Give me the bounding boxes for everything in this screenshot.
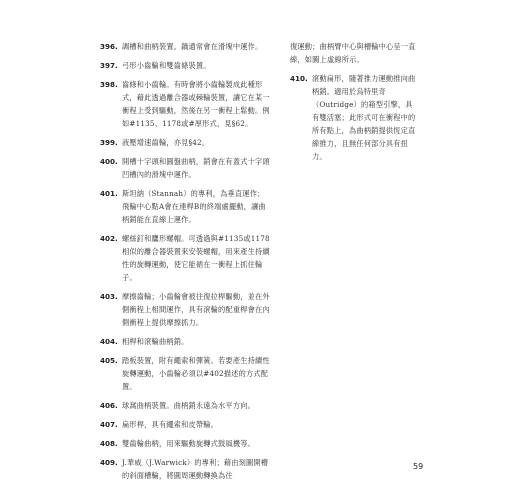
entry-401 xyxy=(100,187,270,226)
entry-number: 402. xyxy=(100,234,118,243)
entry-402 xyxy=(100,232,270,284)
entry-number: 398. xyxy=(100,80,118,89)
entry-text: 調槽和曲柄裝置。鍋通常會在滑塊中運作。 xyxy=(122,42,263,51)
entry-text: 摩擦齒輪；小齒輪會被往復拉桿驅動，並在外側衝程上相間運作，具有滾輪的配重桿會在內側衝程上提供摩擦抓力。 xyxy=(122,292,270,327)
entry-410 xyxy=(290,72,418,163)
entry-number: 409. xyxy=(100,458,118,467)
entry-text: 球窩曲柄裝置。曲柄銷永遠為水平方向。 xyxy=(122,401,255,410)
left-column xyxy=(100,40,270,488)
entry-text: 液壓增速齒輪，亦見§42。 xyxy=(122,138,210,147)
entry-399 xyxy=(100,136,270,149)
entry-408 xyxy=(100,437,270,450)
entry-number: 410. xyxy=(290,74,308,83)
entry-409-continuation xyxy=(290,40,418,66)
entry-text: 扁形桿，具有繩索和皮帶輪。 xyxy=(122,420,219,429)
entry-number: 406. xyxy=(100,401,118,410)
entry-409 xyxy=(100,456,270,482)
entry-text: 復運動；曲柄臂中心與槽輪中心呈一直線，如圖上虛線所示。 xyxy=(290,42,416,64)
entry-number: 405. xyxy=(100,356,118,365)
entry-number: 403. xyxy=(100,292,118,301)
entry-406 xyxy=(100,399,270,412)
entry-number: 407. xyxy=(100,420,118,429)
entry-text: J.華威（J.Warwick）的專利；藉由刻圖開槽的斜面槽輪，將圓周運動轉換為往 xyxy=(122,458,269,480)
entry-403 xyxy=(100,290,270,329)
entry-text: 開槽十字頭和圓盤曲柄，銷會在有蓋式十字頭凹槽內的滑塊中運作。 xyxy=(122,157,270,179)
entry-text: 踏板裝置，附有繩索和彈簧。若要產生持續性旋轉運動，小齒輪必須以#402描述的方式配置。 xyxy=(122,356,270,391)
entry-text: 螺絲釘和鷹形螺帽。可透過與#1135或1178相似的離合器裝置來安裝螺帽，用來產生持續性的旋轉運動，使它能循在一衝程上抓住輪子。 xyxy=(122,234,270,282)
entry-400 xyxy=(100,155,270,181)
entry-number: 399. xyxy=(100,138,118,147)
entry-number: 397. xyxy=(100,61,118,70)
entry-text: 斯坦納（Stannah）的專利，為垂直運作；飛輪中心點A會在連桿B的終端處擺動，讓曲柄銷能在直線上運作。 xyxy=(122,189,266,224)
entry-404 xyxy=(100,335,270,348)
entry-number: 408. xyxy=(100,439,118,448)
entry-text: 齒條和小齒輪。有時會將小齒輪製成此種形式，藉此透過離合器或棘輪裝置，讓它在某一衝程上受到驅動，然後在另一衝程上鬆動。例如#1135、1178或#厚形式，見§62。 xyxy=(122,80,270,128)
entry-number: 400. xyxy=(100,157,118,166)
entry-397 xyxy=(100,59,270,72)
right-column xyxy=(290,40,418,169)
entry-text: 雙齒輪曲柄，用來驅動旋轉式鼓風機等。 xyxy=(122,439,255,448)
entry-number: 404. xyxy=(100,337,118,346)
entry-396 xyxy=(100,40,270,53)
entry-text: 弓形小齒輪和雙齒條裝置。 xyxy=(122,61,211,70)
entry-number: 401. xyxy=(100,189,118,198)
entry-407 xyxy=(100,418,270,431)
entry-398 xyxy=(100,78,270,130)
entry-number: 396. xyxy=(100,42,118,51)
entry-text: 滾動扁形，隨著推力運動推向曲柄銷。適用於烏特里奇（Outridge）的箱型引擎，具有雙活塞；此形式可在衝程中的所有點上，為曲柄銷提供恆定直線推力，且無任何部分具有扭力。 xyxy=(312,74,416,161)
entry-text: 相桿和滾輪曲柄銷。 xyxy=(122,337,189,346)
entry-405 xyxy=(100,354,270,393)
page-number: 59 xyxy=(413,462,424,471)
